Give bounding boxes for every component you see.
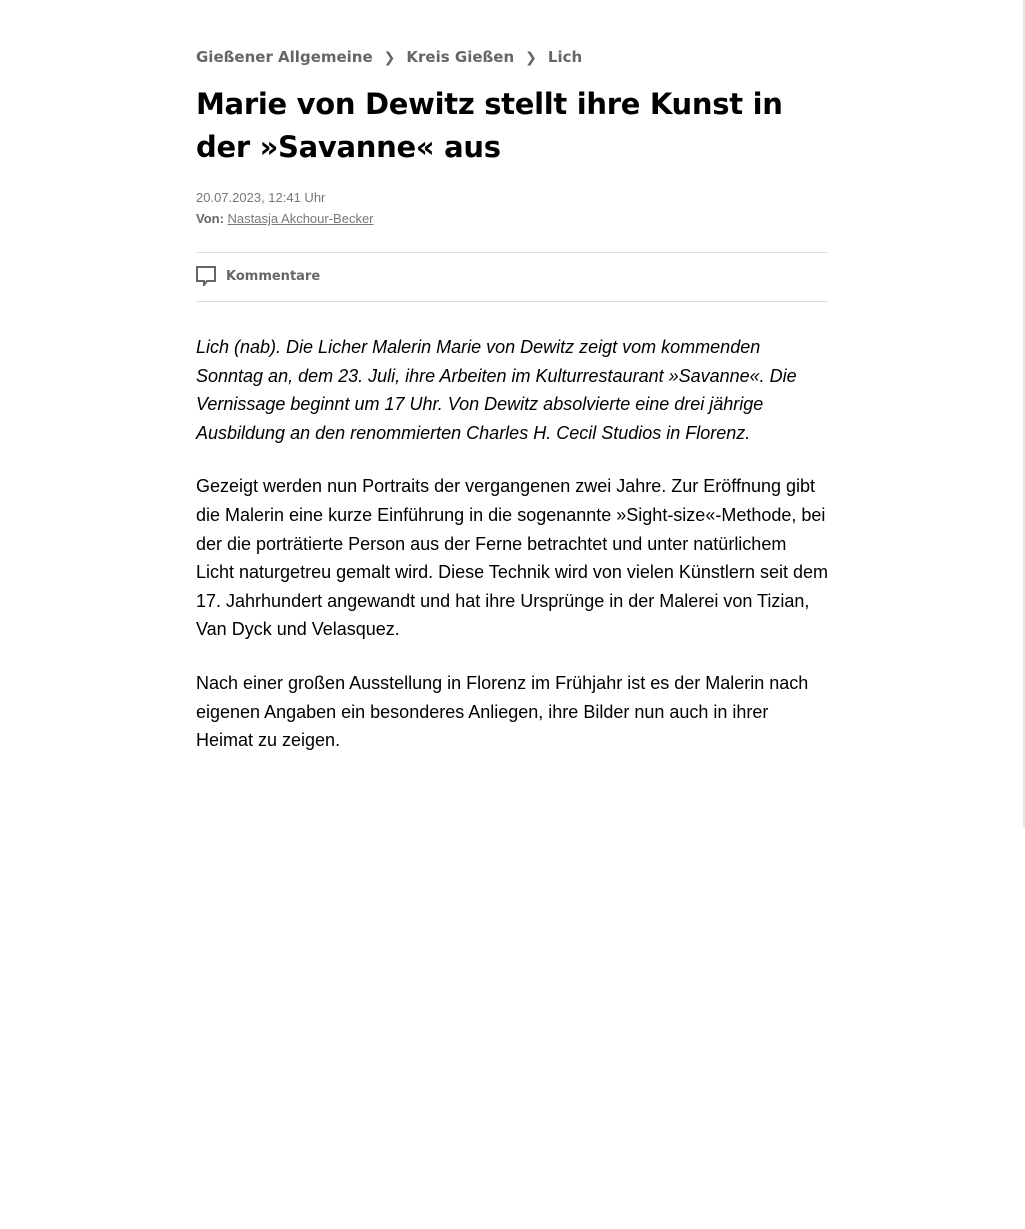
breadcrumb-item[interactable]: Gießener Allgemeine [196, 48, 373, 66]
article-body [196, 333, 828, 780]
paragraph: Nach einer großen Ausstellung in Florenz im Frühjahr ist es der Malerin nach eigenen Angaben ein besonderes Anliegen, ihre Bilder nun auch in ihrer Heimat zu zeigen. [196, 672, 809, 751]
author-line [196, 211, 374, 226]
chevron-right-icon: ❯ [525, 50, 537, 66]
breadcrumb-item[interactable]: Kreis Gießen [406, 48, 515, 66]
author-label: Von: [196, 211, 224, 226]
divider [196, 301, 828, 302]
publish-date: 20.07.2023, 12:41 Uhr [196, 190, 326, 205]
breadcrumb [196, 48, 582, 66]
comments-button[interactable] [196, 266, 320, 286]
comment-icon [196, 266, 216, 286]
comments-label: Kommentare [226, 268, 321, 284]
lead-paragraph: Lich (nab). Die Licher Malerin Marie von Dewitz zeigt vom kommenden Sonntag an, dem 23. Juli, ihre Arbeiten im Kulturrestaurant »Savanne«. Die Vernissage beginnt um 17 Uhr. Von Dewitz absolvierte eine drei jährige Ausbildung an den renommierten Charles H. Cecil Studios in Florenz. [196, 337, 797, 443]
divider [196, 252, 828, 253]
paragraph: Gezeigt werden nun Portraits der vergangenen zwei Jahre. Zur Eröffnung gibt die Malerin eine kurze Einführung in die sogenannte »Sight-size«-Methode, bei der die porträtierte Person aus der Ferne betrachtet und unter natürlichem Licht naturgetreu gemalt wird. Diese Technik wird von vielen Künstlern seit dem 17. Jahrhundert angewandt und hat ihre Ursprünge in der Malerei von Tizian, Van Dyck und Velasquez. [196, 476, 828, 640]
page-title: Marie von Dewitz stellt ihre Kunst in der »Savanne« aus [196, 87, 783, 164]
author-link[interactable]: Nastasja Akchour-Becker [227, 211, 374, 226]
chevron-right-icon: ❯ [383, 50, 396, 66]
breadcrumb-item[interactable]: Lich [547, 48, 583, 66]
